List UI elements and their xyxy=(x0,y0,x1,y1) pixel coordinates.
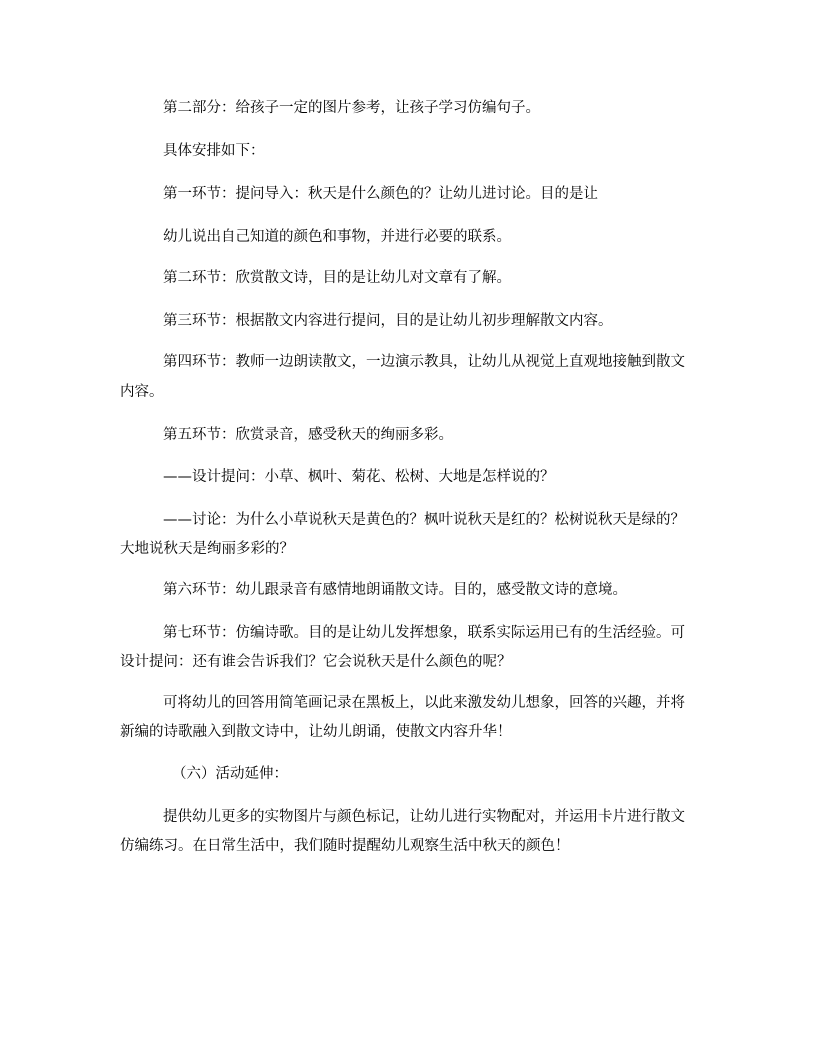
paragraph-arrangement-heading: 具体安排如下： xyxy=(163,143,265,159)
paragraph-step-seven-continued: 设计提问：还有谁会告诉我们？它会说秋天是什么颜色的呢？ xyxy=(120,654,512,670)
paragraph-step-six: 第六环节：幼儿跟录音有感情地朗诵散文诗。目的，感受散文诗的意境。 xyxy=(163,582,627,598)
paragraph-design-question: ——设计提问：小草、枫叶、菊花、松树、大地是怎样说的？ xyxy=(163,469,555,485)
paragraph-part-two: 第二部分：给孩子一定的图片参考，让孩子学习仿编句子。 xyxy=(163,100,540,116)
paragraph-step-seven: 第七环节：仿编诗歌。目的是让幼儿发挥想象，联系实际运用已有的生活经验。可 xyxy=(163,625,685,641)
paragraph-discussion-continued: 大地说秋天是绚丽多彩的？ xyxy=(120,541,294,557)
paragraph-step-four-continued: 内容。 xyxy=(120,384,164,400)
paragraph-blackboard-continued: 新编的诗歌融入到散文诗中，让幼儿朗诵，使散文内容升华！ xyxy=(120,724,512,740)
paragraph-step-two: 第二环节：欣赏散文诗，目的是让幼儿对文章有了解。 xyxy=(163,270,511,286)
paragraph-step-one-continued: 幼儿说出自己知道的颜色和事物，并进行必要的联系。 xyxy=(163,229,511,245)
paragraph-discussion: ——讨论：为什么小草说秋天是黄色的？枫叶说秋天是红的？松树说秋天是绿的？ xyxy=(163,512,685,528)
paragraph-step-five: 第五环节：欣赏录音，感受秋天的绚丽多彩。 xyxy=(163,427,453,443)
paragraph-step-three: 第三环节：根据散文内容进行提问，目的是让幼儿初步理解散文内容。 xyxy=(163,313,613,329)
section-heading-extension: （六）活动延伸： xyxy=(172,766,288,782)
paragraph-blackboard: 可将幼儿的回答用简笔画记录在黑板上，以此来激发幼儿想象，回答的兴趣，并将 xyxy=(163,695,685,711)
paragraph-step-one: 第一环节：提问导入：秋天是什么颜色的？让幼儿进讨论。目的是让 xyxy=(163,186,598,202)
paragraph-extension-continued: 仿编练习。在日常生活中，我们随时提醒幼儿观察生活中秋天的颜色！ xyxy=(120,838,570,854)
paragraph-step-four: 第四环节：教师一边朗读散文，一边演示教具，让幼儿从视觉上直观地接触到散文 xyxy=(163,354,685,370)
paragraph-extension: 提供幼儿更多的实物图片与颜色标记，让幼儿进行实物配对，并运用卡片进行散文 xyxy=(163,809,685,825)
